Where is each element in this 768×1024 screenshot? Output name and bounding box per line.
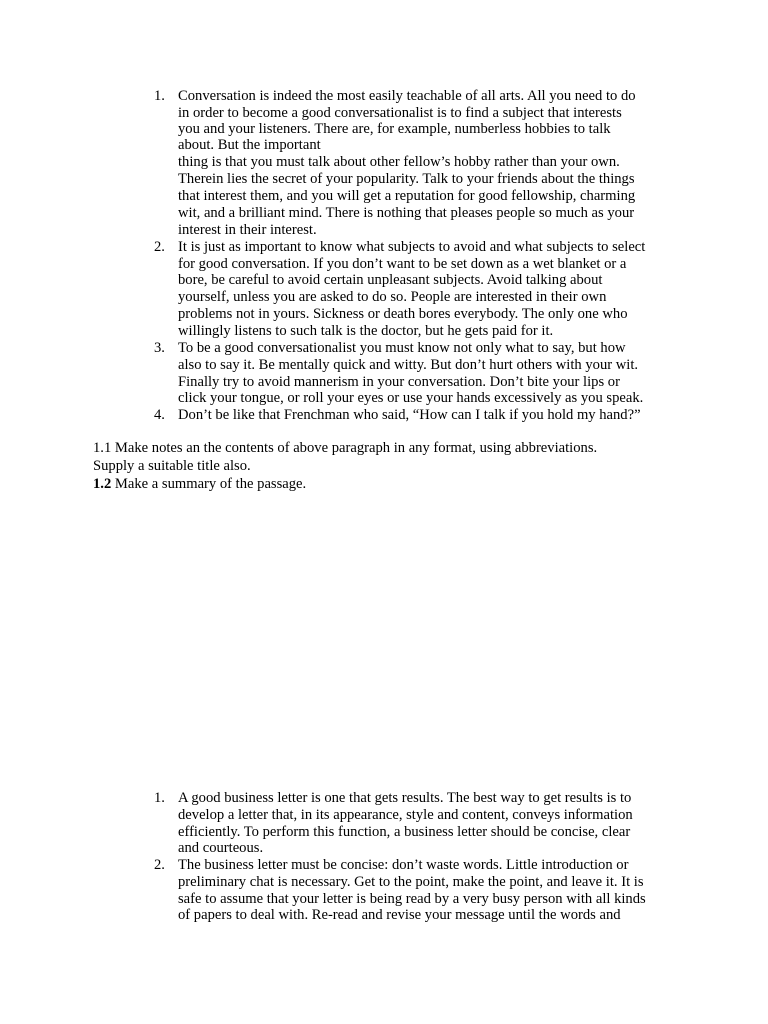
list-number: 1. xyxy=(154,790,165,806)
list-number: 4. xyxy=(154,407,165,423)
question-1-2-number: 1.2 xyxy=(93,476,112,492)
text-line: willingly listens to such talk is the doctor, but he gets paid for it. xyxy=(178,323,554,339)
text-line: Conversation is indeed the most easily teachable of all arts. All you need to do xyxy=(178,88,636,104)
text-line: develop a letter that, in its appearance, style and content, conveys information xyxy=(178,807,633,823)
question-1-1: 1.1 Make notes an the contents of above paragraph in any format, using abbreviations. xyxy=(93,440,598,456)
text-line: The business letter must be concise: don’t waste words. Little introduction or xyxy=(178,857,629,873)
text-line: bore, be careful to avoid certain unpleasant subjects. Avoid talking about xyxy=(178,272,603,288)
question-1-2-text: Make a summary of the passage. xyxy=(111,476,307,492)
text-line: that interest them, and you will get a reputation for good fellowship, charming xyxy=(178,188,636,204)
text-line: Finally try to avoid mannerism in your conversation. Don’t bite your lips or xyxy=(178,374,620,390)
question-1-1-continued: Supply a suitable title also. xyxy=(93,458,251,474)
text-line: yourself, unless you are asked to do so. People are interested in their own xyxy=(178,289,607,305)
text-line: interest in their interest. xyxy=(178,222,317,238)
text-line: thing is that you must talk about other fellow’s hobby rather than your own. xyxy=(178,154,620,170)
question-1-2 xyxy=(93,476,306,493)
text-line: To be a good conversationalist you must know not only what to say, but how xyxy=(178,340,626,356)
text-line: It is just as important to know what subjects to avoid and what subjects to select xyxy=(178,239,646,255)
text-line: safe to assume that your letter is being read by a very busy person with all kinds xyxy=(178,891,646,907)
text-line: you and your listeners. There are, for example, numberless hobbies to talk xyxy=(178,121,611,137)
text-line: Don’t be like that Frenchman who said, “How can I talk if you hold my hand?” xyxy=(178,407,641,423)
text-line: about. But the important xyxy=(178,137,321,153)
text-line: Therein lies the secret of your popularity. Talk to your friends about the things xyxy=(178,171,635,187)
text-line: wit, and a brilliant mind. There is nothing that pleases people so much as your xyxy=(178,205,635,221)
text-line: and courteous. xyxy=(178,840,264,856)
list-number: 3. xyxy=(154,340,165,356)
list-number: 2. xyxy=(154,239,165,255)
text-line: efficiently. To perform this function, a business letter should be concise, clear xyxy=(178,824,631,840)
text-line: preliminary chat is necessary. Get to the point, make the point, and leave it. It is xyxy=(178,874,644,890)
list-number: 2. xyxy=(154,857,165,873)
text-line: in order to become a good conversationalist is to find a subject that interests xyxy=(178,105,622,121)
text-line: for good conversation. If you don’t want to be set down as a wet blanket or a xyxy=(178,256,627,272)
list-number: 1. xyxy=(154,88,165,104)
text-line: problems not in yours. Sickness or death bores everybody. The only one who xyxy=(178,306,628,322)
text-line: click your tongue, or roll your eyes or use your hands excessively as you speak. xyxy=(178,390,644,406)
text-line: A good business letter is one that gets results. The best way to get results is to xyxy=(178,790,632,806)
text-line: also to say it. Be mentally quick and witty. But don’t hurt others with your wit. xyxy=(178,357,639,373)
text-line: of papers to deal with. Re-read and revise your message until the words and xyxy=(178,907,621,923)
